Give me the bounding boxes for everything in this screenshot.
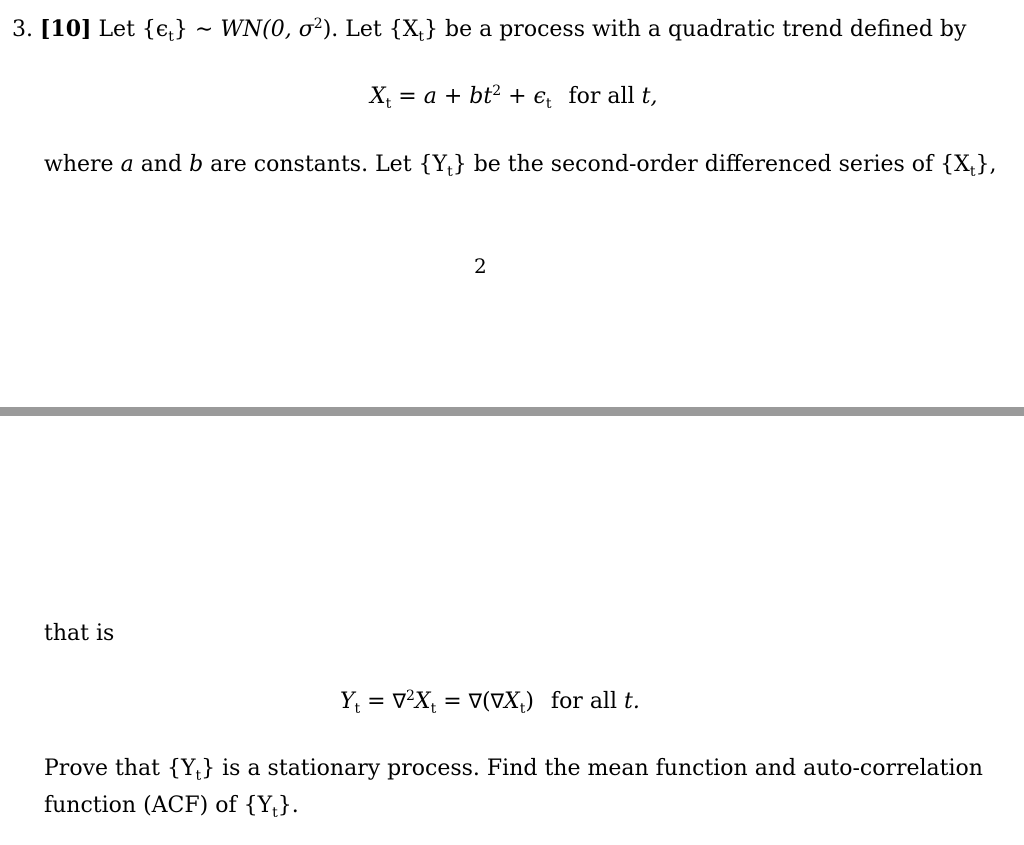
trend-equation xyxy=(370,84,657,110)
eq2-paren-open: ( xyxy=(482,689,491,714)
line3-text-c: }, xyxy=(975,152,997,177)
prove-text-b: } is a stationary process. Find the mean function and auto-correlation xyxy=(201,756,983,781)
problem-statement-line-1 xyxy=(12,16,966,43)
eq2-t: t. xyxy=(624,689,640,714)
acf-subscript: t xyxy=(272,805,278,821)
eq1-noise-subscript: t xyxy=(545,96,552,112)
problem-number: 3. xyxy=(12,17,33,42)
noise-set-open: {ϵ xyxy=(141,17,169,42)
eq1-t: t, xyxy=(641,84,658,109)
line3-text-a: are constants. Let {Y xyxy=(210,152,448,177)
eq2-y: Y xyxy=(340,689,355,714)
nabla-symbol: ∇ xyxy=(392,689,406,713)
eq2-equals-1: = xyxy=(360,689,393,714)
page-top xyxy=(0,0,1024,404)
prove-line-1 xyxy=(44,756,983,782)
difference-equation xyxy=(340,688,640,715)
line3-y-subscript: t xyxy=(447,164,453,180)
eq1-x-subscript: t xyxy=(385,96,392,112)
eq1-exponent: 2 xyxy=(492,83,502,99)
eq2-for-all: for all xyxy=(550,689,618,714)
constant-a: a xyxy=(120,152,134,177)
nabla-symbol: ∇ xyxy=(490,689,505,713)
page-bottom xyxy=(0,418,1024,845)
that-is-text: that is xyxy=(44,621,115,646)
process-subscript: t xyxy=(418,29,425,45)
process-intro: Let {X xyxy=(345,17,419,42)
white-noise-close: ). xyxy=(322,17,339,42)
noise-set xyxy=(141,17,188,45)
nabla-symbol: ∇ xyxy=(468,689,483,713)
eq2-equals-2: = xyxy=(436,689,469,714)
line3-x-subscript: t xyxy=(969,164,976,180)
page-separator-bar xyxy=(0,407,1024,416)
eq1-x: X xyxy=(370,84,386,109)
white-noise-dist: ∼ WN(0, σ xyxy=(194,17,314,42)
problem-statement-line-3 xyxy=(44,152,996,178)
eq1-trend: = a + bt xyxy=(391,84,493,109)
eq1-for-all: for all xyxy=(568,84,635,109)
prove-subscript-1: t xyxy=(195,768,202,784)
prove-line-2 xyxy=(44,793,299,819)
acf-text-b: }. xyxy=(277,793,299,818)
eq2-paren-close: ) xyxy=(525,689,534,714)
eq2-inner-x: X xyxy=(504,689,520,714)
eq2-x: X xyxy=(414,689,431,714)
page-number: 2 xyxy=(474,254,487,278)
eq2-inner-x-subscript: t xyxy=(519,701,526,717)
acf-text-a: function (ACF) of {Y xyxy=(44,793,273,818)
noise-set-close: } xyxy=(173,17,188,42)
variance-exponent: 2 xyxy=(313,16,323,32)
line3-text-b: } be the second-order differenced series of {X xyxy=(452,152,970,177)
noise-subscript: t xyxy=(168,29,174,45)
eq2-x-subscript: t xyxy=(430,701,437,717)
eq2-exponent: 2 xyxy=(405,688,415,704)
where-word: where xyxy=(44,152,114,177)
let-word: Let xyxy=(98,17,135,42)
eq1-noise: + ϵ xyxy=(501,84,546,109)
process-description: } be a process with a quadratic trend defined by xyxy=(424,17,967,42)
constant-b: b xyxy=(189,152,204,177)
eq2-y-subscript: t xyxy=(354,701,361,717)
and-word: and xyxy=(140,152,183,177)
page-separator xyxy=(0,404,1024,418)
problem-points: [10] xyxy=(40,16,92,42)
prove-text-a: Prove that {Y xyxy=(44,756,196,781)
